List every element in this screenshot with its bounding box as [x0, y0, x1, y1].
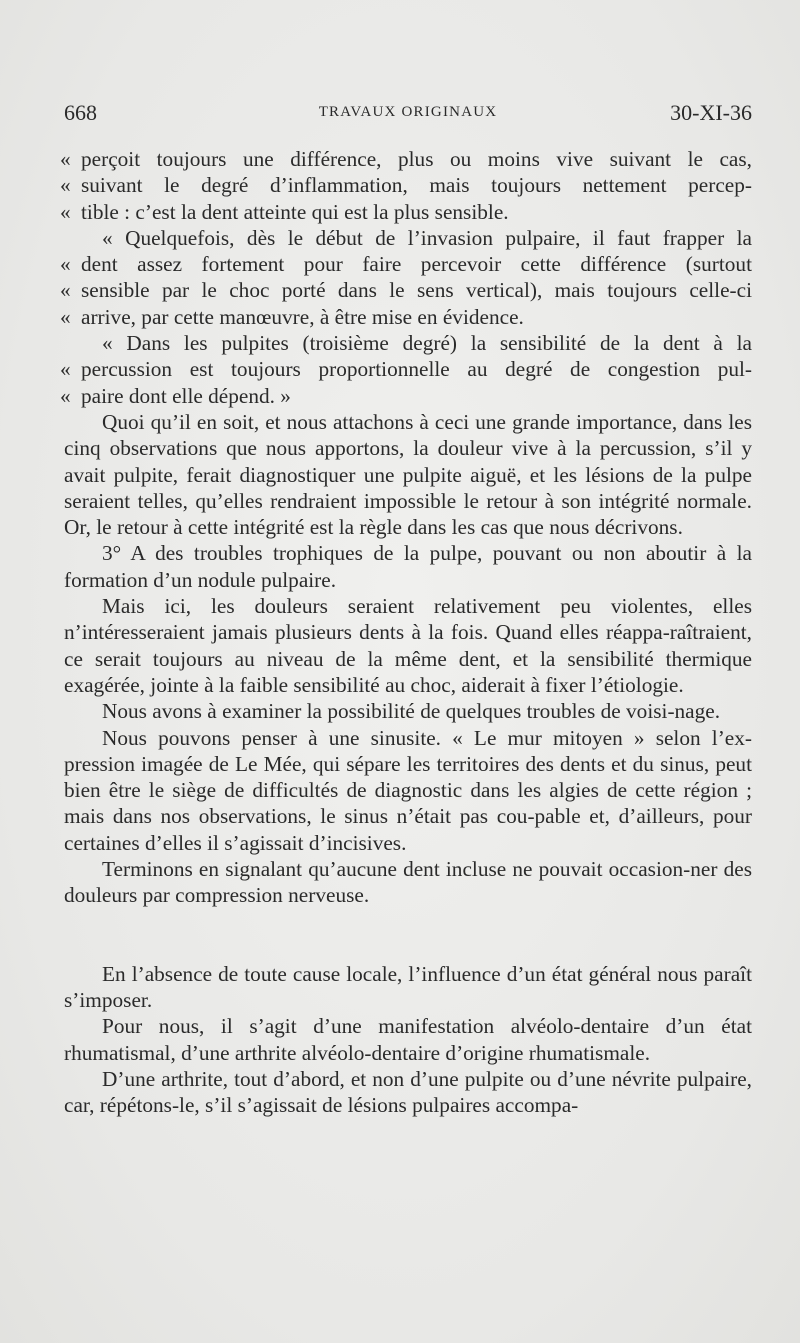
page-number: 668: [64, 100, 97, 125]
paragraph: Nous pouvons penser à une sinusite. « Le mur mitoyen » selon l’ex-pression imagée de Le Mée, qui sépare les territoires des dents et du sinus, peut bien être le siège de difficultés de diagnostic dans les algies de cette région ; mais dans nos observations, le sinus n’était pas cou-pable et, d’ailleurs, pour certaines d’elles il s’agissait d’incisives.: [64, 725, 752, 855]
quote-line: « tible : c’est la dent atteinte qui est la plus sensible.: [60, 199, 509, 224]
quote-line: « dent assez fortement pour faire percevoir cette différence (surtout: [60, 252, 752, 277]
quote-line: « paire dont elle dépend. »: [60, 383, 291, 408]
quote-text: suivant le degré d’inflammation, mais toujours nettement percep-: [81, 173, 752, 198]
quote-line: « sensible par le choc porté dans le sens vertical), mais toujours celle-ci: [60, 278, 752, 303]
paragraph: Mais ici, les douleurs seraient relativement peu violentes, elles n’intéresseraient jamais plusieurs dents à la fois. Quand elles réappa-raîtraient, ce serait toujours au niveau de la même dent, et la sensibilité thermique exagérée, jointe à la faible sensibilité au choc, aiderait à fixer l’étiologie.: [64, 594, 752, 697]
quote-text: dent assez fortement pour faire percevoir cette différence (surtout: [81, 252, 752, 277]
quote-line: [64, 225, 752, 251]
quote-text: paire dont elle dépend. »: [81, 383, 291, 408]
quote-line: « suivant le degré d’inflammation, mais toujours nettement percep-: [60, 173, 752, 198]
paragraph: D’une arthrite, tout d’abord, et non d’une pulpite ou d’une névrite pulpaire, car, répétons-le, s’il s’agissait de lésions pulpaires accompa-: [64, 1066, 752, 1118]
quote-text: sensible par le choc porté dans le sens vertical), mais toujours celle-ci: [81, 278, 752, 303]
paragraph: Quoi qu’il en soit, et nous attachons à ceci une grande importance, dans les cinq observations que nous apportons, la douleur vive à la percussion, s’il y avait pulpite, ferait diagnostiquer une pulpite aiguë, et les lésions de la pulpe seraient telles, qu’elles rendraient impossible le retour à son intégrité normale. Or, le retour à cette intégrité est la règle dans les cas que nous décrivons.: [64, 409, 752, 540]
body-text: [60, 146, 752, 1118]
quote-line: « arrive, par cette manœuvre, à être mise en évidence.: [60, 304, 524, 329]
page-header: [64, 100, 752, 130]
quote-text: percussion est toujours proportionnelle au degré de congestion pul-: [81, 357, 752, 382]
quote-text: « Dans les pulpites (troisième degré) la sensibilité de la dent à la: [102, 331, 752, 356]
quote-line: « perçoit toujours une différence, plus ou moins vive suivant le cas,: [60, 147, 752, 171]
quote-text: perçoit toujours une différence, plus ou moins vive suivant le cas,: [81, 147, 752, 171]
quote-line: [64, 330, 752, 356]
paragraph: 3° A des troubles trophiques de la pulpe, pouvant ou non aboutir à la formation d’un nodule pulpaire.: [64, 541, 752, 592]
quote-text: tible : c’est la dent atteinte qui est la plus sensible.: [81, 199, 509, 224]
running-title: TRAVAUX ORIGINAUX: [318, 104, 498, 120]
quote-text: arrive, par cette manœuvre, à être mise en évidence.: [81, 304, 524, 329]
paragraph: En l’absence de toute cause locale, l’influence d’un état général nous paraît s’imposer.: [64, 961, 752, 1012]
paragraph: Nous avons à examiner la possibilité de quelques troubles de voisi-nage.: [102, 699, 721, 724]
section-gap: [64, 909, 752, 961]
paragraph: Pour nous, il s’agit d’une manifestation alvéolo-dentaire d’un état rhumatismal, d’une arthrite alvéolo-dentaire d’origine rhumatismale.: [64, 1014, 752, 1065]
paragraph: Terminons en signalant qu’aucune dent incluse ne pouvait occasion-ner des douleurs par compression nerveuse.: [64, 857, 752, 908]
quote-text: « Quelquefois, dès le début de l’invasion pulpaire, il faut frapper la: [102, 225, 752, 250]
quote-line: « percussion est toujours proportionnelle au degré de congestion pul-: [60, 357, 752, 382]
issue-date: 30-XI-36: [670, 100, 752, 125]
